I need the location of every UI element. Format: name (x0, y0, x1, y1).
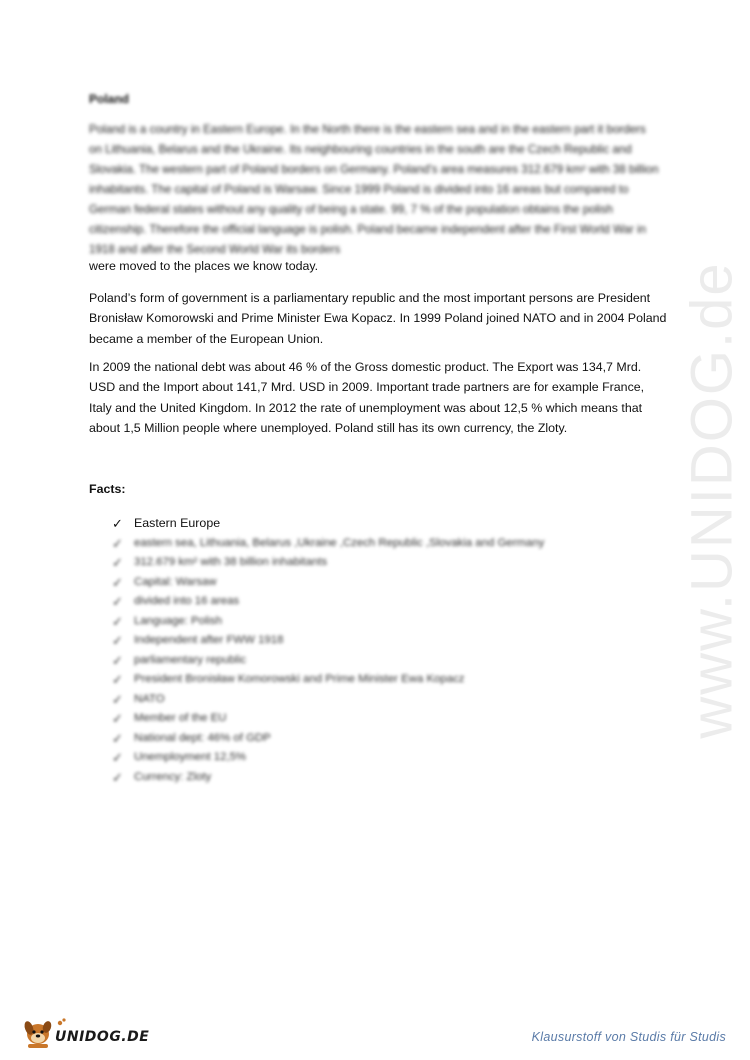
fact-item (112, 768, 544, 788)
fact-text: Member of the EU (134, 712, 227, 724)
checkmark-icon: ✓ (112, 574, 123, 590)
checkmark-icon: ✓ (112, 730, 123, 746)
checkmark-icon: ✓ (112, 516, 123, 531)
checkmark-icon: ✓ (112, 555, 123, 570)
fact-item (112, 670, 544, 690)
government-paragraph: Poland’s form of government is a parliamentary republic and the most important persons are President Bronisław Komorowski and Prime Minister Ewa Kopacz. In 1999 Poland joined NATO and in 2004 Poland became a member of the European Union. (89, 291, 667, 346)
checkmark-icon: ✓ (112, 594, 123, 609)
facts-heading: Facts: (89, 482, 126, 496)
checkmark-icon: ✓ (112, 711, 123, 726)
fact-text: National dept: 46% of GDP (134, 731, 271, 744)
checkmark-icon: ✓ (112, 691, 123, 707)
logo-text: UNIDOG.DE (55, 1029, 150, 1045)
intro-paragraph-visible-end: were moved to the places we know today. (89, 259, 319, 273)
checkmark-icon: ✓ (112, 750, 123, 765)
checkmark-icon: ✓ (112, 672, 123, 687)
fact-text: Independent after FWW 1918 (134, 634, 284, 646)
fact-text: NATO (134, 692, 165, 705)
fact-item (112, 534, 544, 554)
fact-text: divided into 16 areas (134, 595, 240, 607)
fact-item (112, 709, 544, 729)
fact-text: 312.679 km² with 38 billion inhabitants (134, 556, 328, 568)
fact-text: President Bronisław Komorowski and Prime Minister Ewa Kopacz (134, 673, 465, 685)
fact-text: Language: Polish (134, 614, 223, 627)
fact-item (112, 729, 544, 749)
intro-paragraph-blurred: Poland is a country in Eastern Europe. In the North there is the eastern sea and in the eastern part it borders on Lithuania, Belarus and the Ukraine. Its neighbouring countries in the south are the Czech Republic and Slovakia. The western part of Poland borders on Germany. Poland's area measures 312.679 km² with 38 billion inhabitants. The capital of Poland is Warsaw. Since 1999 Poland is divided into 16 areas but compared to German federal states without any quality of being a state. 99, 7 % of the population obtains the polish citizenship. Therefore the official language is polish. Poland became independent after the First World War in 1918 and after the Second World War its borders (89, 123, 659, 256)
fact-item (112, 651, 544, 671)
watermark: www.UNIDOG.de (679, 261, 745, 739)
fact-item (112, 553, 544, 573)
document-title: Poland (89, 92, 130, 106)
fact-item (112, 631, 544, 651)
fact-item (112, 690, 544, 710)
fact-item (112, 748, 544, 768)
checkmark-icon: ✓ (112, 633, 123, 648)
checkmark-icon: ✓ (112, 613, 123, 629)
checkmark-icon: ✓ (112, 535, 123, 551)
checkmark-icon: ✓ (112, 652, 123, 668)
footer-tagline: Klausurstoff von Studis für Studis (531, 1030, 726, 1044)
fact-text: parliamentary republic (134, 653, 247, 666)
economy-paragraph: In 2009 the national debt was about 46 % of the Gross domestic product. The Export was 134,7 Mrd. USD and the Import about 141,7 Mrd. USD in 2009. Important trade partners are for example France, Italy and the United Kingdom. In 2012 the rate of unemployment was about 12,5 % which means that about 1,5 Million people where unemployed. Poland still has its own currency, the Zloty. (89, 360, 645, 435)
fact-item (112, 573, 544, 593)
fact-text: Eastern Europe (134, 516, 221, 530)
fact-item (112, 612, 544, 632)
fact-item (112, 592, 544, 612)
fact-item (112, 514, 544, 534)
facts-list (112, 514, 544, 787)
checkmark-icon: ✓ (112, 769, 123, 785)
fact-text: Unemployment 12,5% (134, 751, 247, 763)
fact-text: Capital: Warsaw (134, 575, 217, 588)
fact-text: Currency: Zloty (134, 770, 212, 783)
fact-text: eastern sea, Lithuania, Belarus ,Ukraine ,Czech Republic ,Slovakia and Germany (134, 536, 545, 549)
